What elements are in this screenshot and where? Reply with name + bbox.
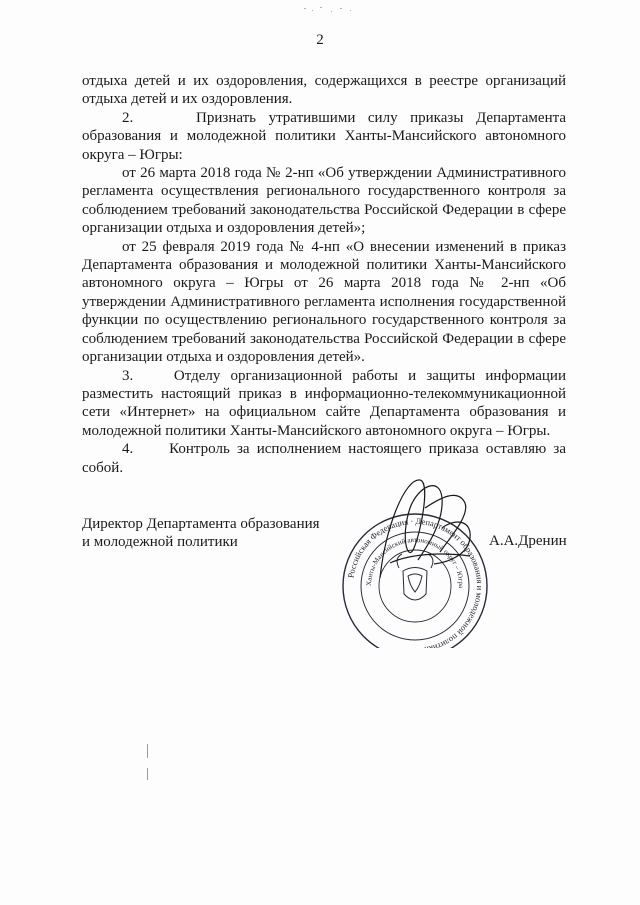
svg-text:Ханты-Мансийский автономный ок: Ханты-Мансийский автономный округ – Югра — [364, 535, 466, 589]
signatory-name: А.А.Дренин — [489, 533, 567, 549]
signatory-position — [82, 515, 320, 552]
paragraph-continuation: отдыха детей и их оздоровления, содержащихся в реестре организаций отдыха детей и их оздоровления. — [82, 73, 566, 108]
paragraph-item-3: 3. Отделу организационной работы и защиты информации разместить настоящий приказ в информационно-телекоммуникационной сети «Интернет» на официальном сайте Департамента образования и молодежной политики Ханты-Мансийского автономного округа – Югры. — [82, 367, 566, 439]
scan-artifact-mark — [147, 744, 148, 758]
paragraph-item-2: 2. Признать утратившими силу приказы Департамента образования и молодежной политики Ханты-Мансийского автономного округа – Югры: — [82, 109, 566, 163]
official-stamp-with-signature — [330, 468, 500, 648]
document-body — [82, 72, 566, 477]
signatory-position-line1: Директор Департамента образования — [82, 516, 320, 532]
page-number: 2 — [316, 32, 324, 48]
signatory-position-line2: и молодежной политики — [82, 534, 238, 551]
paragraph-item-4: 4. Контроль за исполнением настоящего приказа оставляю за собой. — [82, 441, 566, 476]
paragraph-order-2018: от 26 марта 2018 года № 2-нп «Об утверждении Административного регламента осуществления регионального государственного контроля за соблюдением требований законодательства Российской Федерации в сфере организации отдыха и оздоровления детей»; — [82, 165, 566, 237]
svg-text:Российская Федерация · Департа: Российская Федерация · Департамент образования и молодежной полити — [345, 515, 486, 648]
paragraph-order-2019: от 25 февраля 2019 года № 4-нп «О внесении изменений в приказ Департамента образования и молодежной политики Ханты-Мансийского автономного округа – Югры от 26 марта 2018 года № 2-нп «Об утверждении Административного регламента исполнения государственной функции по осуществлению регионального государственного контроля за соблюдением требований законодательства Российской Федерации в сфере организации отдыха и оздоровления детей». — [82, 238, 566, 366]
scan-artifact — [300, 2, 360, 12]
scan-artifact-mark — [147, 768, 148, 780]
